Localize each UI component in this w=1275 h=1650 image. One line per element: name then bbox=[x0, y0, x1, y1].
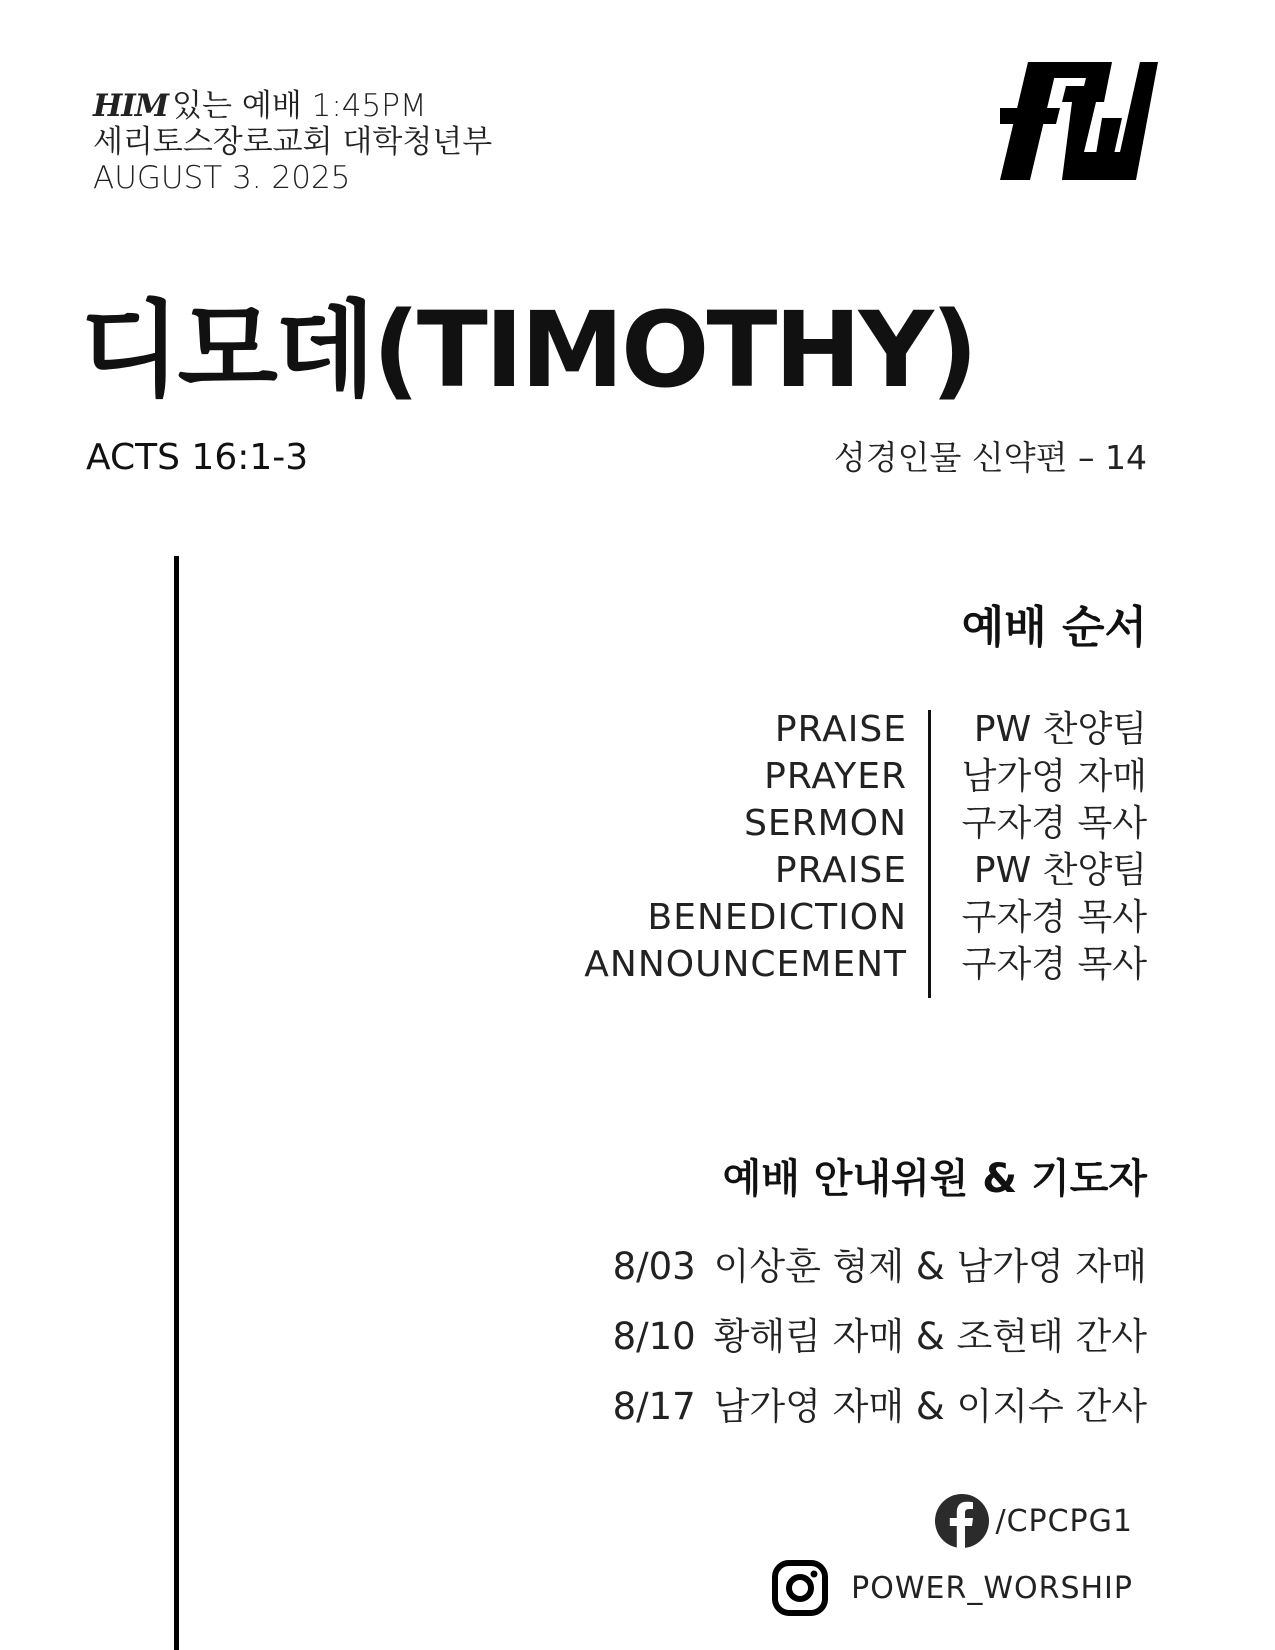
brand-him: HIM bbox=[93, 88, 169, 124]
order-heading: 예배 순서 bbox=[961, 602, 1147, 653]
instagram-handle: POWER_WORSHIP bbox=[851, 1570, 1133, 1606]
vertical-divider bbox=[174, 556, 179, 1650]
facebook-icon bbox=[935, 1494, 989, 1548]
order-role: SERMON bbox=[744, 803, 907, 844]
sermon-series: 성경인물 신약편 – 14 bbox=[833, 438, 1147, 477]
usher-names: 남가영 자매 & 이지수 간사 bbox=[713, 1385, 1147, 1428]
instagram-icon bbox=[771, 1559, 829, 1617]
service-date: AUGUST 3. 2025 bbox=[93, 160, 351, 196]
usher-date: 8/03 bbox=[612, 1245, 696, 1288]
instagram-link[interactable] bbox=[771, 1557, 1133, 1619]
usher-row bbox=[613, 1372, 1147, 1442]
order-leader: 구자경 목사 bbox=[961, 897, 1147, 938]
facebook-handle: /CPCPG1 bbox=[995, 1503, 1133, 1539]
order-role: BENEDICTION bbox=[647, 897, 907, 938]
church-name: 세리토스장로교회 대학청년부 bbox=[93, 124, 493, 160]
usher-heading: 예배 안내위원 & 기도자 bbox=[722, 1156, 1147, 1202]
usher-row bbox=[613, 1302, 1147, 1372]
sermon-title: 디모데(TIMOTHY) bbox=[80, 289, 976, 411]
usher-date: 8/10 bbox=[612, 1315, 696, 1358]
order-leaders bbox=[962, 706, 1147, 988]
scripture-reference: ACTS 16:1-3 bbox=[86, 437, 309, 478]
order-role: PRAYER bbox=[764, 756, 907, 797]
service-time-line bbox=[93, 88, 492, 124]
order-role: ANNOUNCEMENT bbox=[584, 944, 907, 985]
pw-logo bbox=[1000, 62, 1158, 180]
order-divider bbox=[928, 710, 931, 998]
order-leader: 구자경 목사 bbox=[961, 944, 1147, 985]
order-role: PRAISE bbox=[774, 709, 907, 750]
order-leader: 남가영 자매 bbox=[961, 756, 1147, 797]
usher-row bbox=[613, 1232, 1147, 1302]
order-leader: PW 찬양팀 bbox=[973, 850, 1147, 891]
usher-date: 8/17 bbox=[612, 1385, 696, 1428]
service-time: 있는 예배 1:45PM bbox=[172, 88, 427, 124]
order-leader: PW 찬양팀 bbox=[973, 709, 1147, 750]
order-roles bbox=[584, 706, 907, 988]
usher-names: 이상훈 형제 & 남가영 자매 bbox=[713, 1245, 1147, 1288]
header-info bbox=[93, 88, 492, 196]
usher-list bbox=[613, 1232, 1147, 1442]
usher-names: 황해림 자매 & 조현태 간사 bbox=[713, 1315, 1147, 1358]
order-leader: 구자경 목사 bbox=[961, 803, 1147, 844]
order-role: PRAISE bbox=[774, 850, 907, 891]
facebook-link[interactable] bbox=[935, 1493, 1133, 1549]
